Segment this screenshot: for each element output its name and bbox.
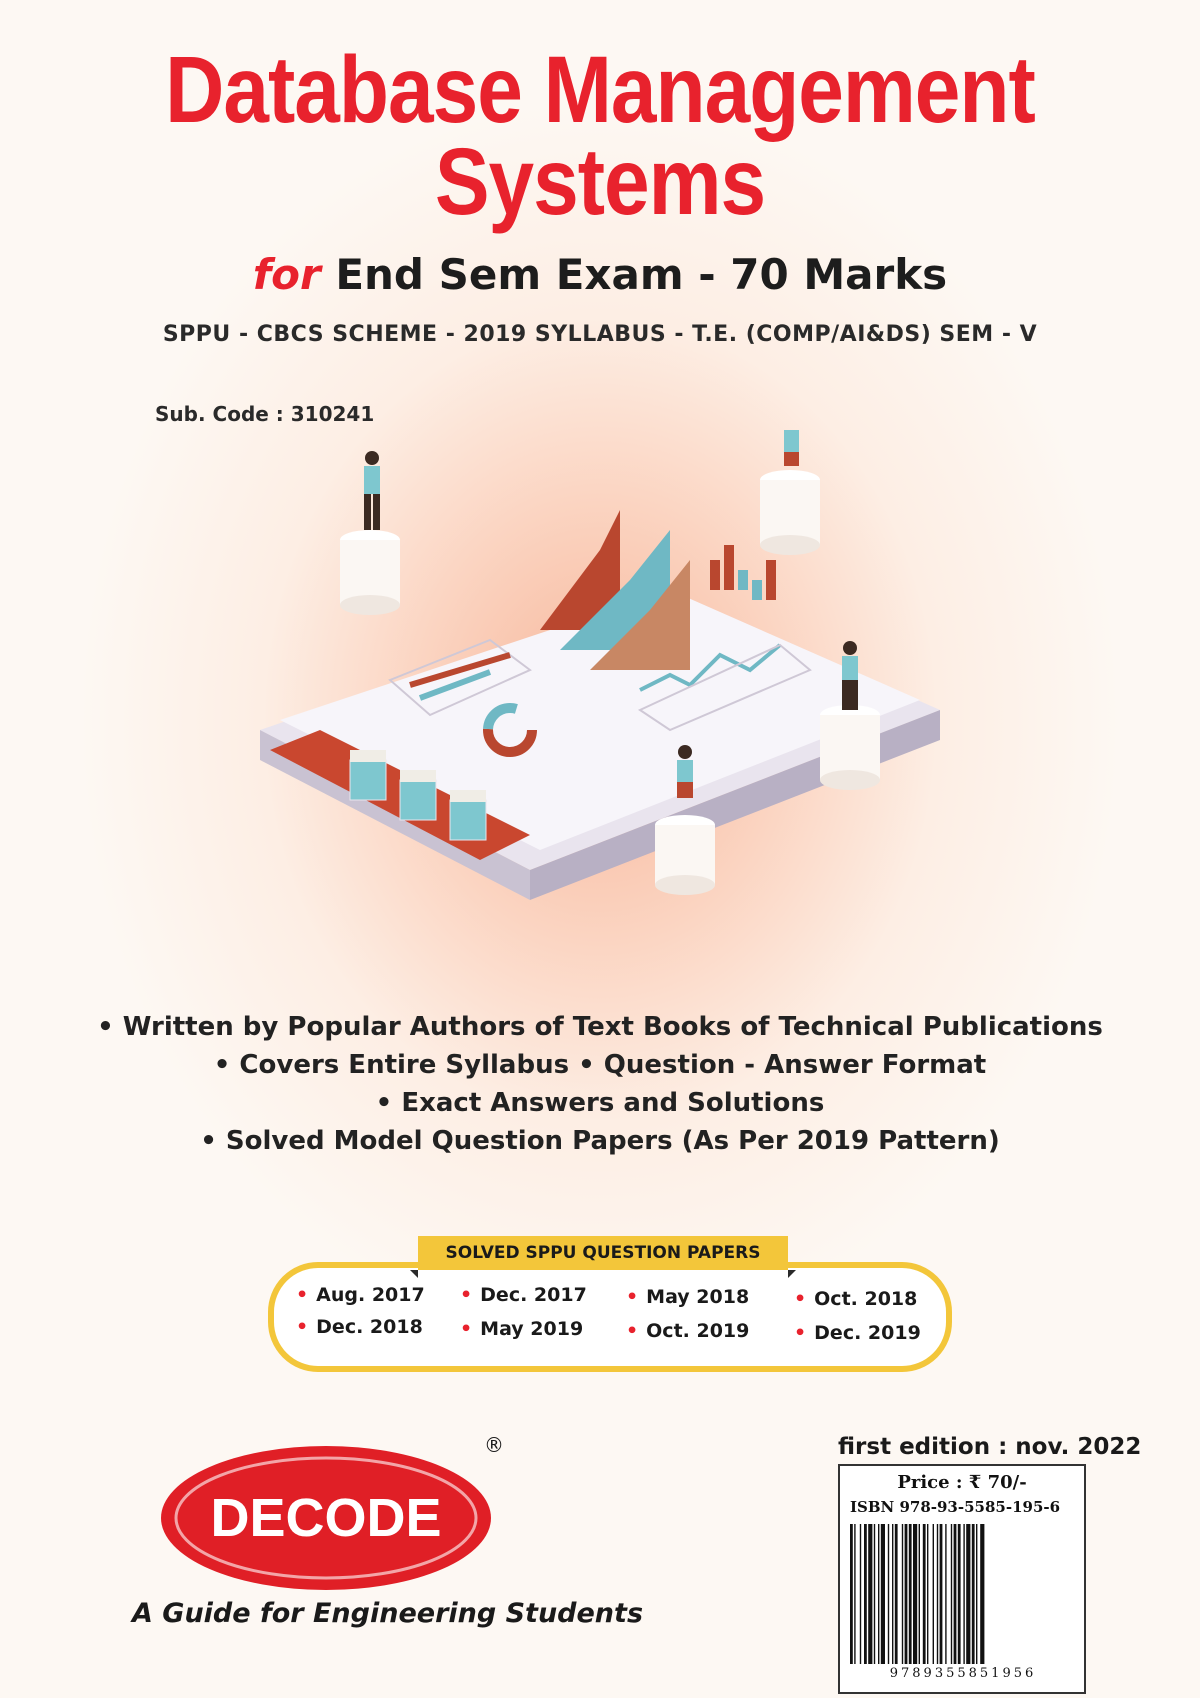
barcode-bar — [892, 1524, 893, 1664]
paper-item: • Dec. 2019 — [794, 1322, 921, 1344]
barcode-bar — [980, 1524, 984, 1664]
barcode-bar — [927, 1524, 928, 1664]
feature-item: • Exact Answers and Solutions — [375, 1088, 825, 1118]
barcode-bar — [945, 1524, 946, 1664]
paper-item: • May 2018 — [626, 1286, 750, 1308]
brand-name: DECODE — [210, 1488, 442, 1548]
barcode-icon — [850, 1524, 1076, 1664]
analytics-illustration — [240, 430, 960, 990]
barcode-bar — [951, 1524, 952, 1664]
barcode-bar — [940, 1524, 943, 1664]
barcode-bar — [895, 1524, 898, 1664]
registered-mark: ® — [484, 1433, 504, 1457]
exam-subtitle — [0, 250, 1200, 299]
person-icon — [340, 451, 400, 615]
barcode-bar — [902, 1524, 903, 1664]
isbn-label: ISBN 978-93-5585-195-6 — [850, 1498, 1061, 1516]
paper-item: • Dec. 2017 — [460, 1284, 587, 1306]
barcode-bar — [878, 1524, 879, 1664]
person-icon — [760, 430, 820, 555]
barcode-bar — [958, 1524, 961, 1664]
feature-item: • Covers Entire Syllabus • Question - Answer Format — [213, 1050, 987, 1080]
brand-tagline: A Guide for Engineering Students — [132, 1598, 644, 1629]
barcode-bar — [905, 1524, 908, 1664]
paper-item: • Oct. 2018 — [794, 1288, 918, 1310]
paper-item: • Oct. 2019 — [626, 1320, 750, 1342]
question-papers-title: SOLVED SPPU QUESTION PAPERS — [418, 1236, 788, 1270]
barcode-bar — [972, 1524, 975, 1664]
barcode-bar — [854, 1524, 855, 1664]
barcode-bar — [850, 1524, 853, 1664]
decode-logo — [156, 1430, 506, 1600]
barcode-bar — [868, 1524, 872, 1664]
barcode-bar — [881, 1524, 885, 1664]
syllabus-scheme: SPPU - CBCS SCHEME - 2019 SYLLABUS - T.E. (COMP/AI&DS) SEM - V — [162, 322, 1038, 347]
book-title-line1: Database Management — [165, 38, 1035, 143]
barcode-bar — [864, 1524, 867, 1664]
feature-list — [0, 1008, 1200, 1160]
barcode-bar — [919, 1524, 920, 1664]
paper-item: • Dec. 2018 — [296, 1316, 423, 1338]
feature-item: • Solved Model Question Papers (As Per 2019 Pattern) — [200, 1126, 1000, 1156]
barcode-bar — [874, 1524, 875, 1664]
barcode-bar — [937, 1524, 938, 1664]
feature-item: • Written by Popular Authors of Text Books of Technical Publications — [97, 1012, 1103, 1042]
paper-item: • May 2019 — [460, 1318, 584, 1340]
edition-label: first edition : nov. 2022 — [838, 1434, 1142, 1460]
price-label: Price : ₹ 70/- — [897, 1472, 1027, 1493]
barcode-bar — [966, 1524, 970, 1664]
barcode-bar — [923, 1524, 926, 1664]
barcode-bar — [933, 1524, 934, 1664]
barcode-digits: 9789355851956 — [889, 1666, 1037, 1681]
barcode-bar — [976, 1524, 977, 1664]
paper-item: • Aug. 2017 — [296, 1284, 425, 1306]
barcode-bar — [963, 1524, 964, 1664]
subtitle-for: for — [252, 250, 321, 299]
barcode-bar — [860, 1524, 861, 1664]
barcode-bar — [913, 1524, 917, 1664]
barcode-bar — [954, 1524, 957, 1664]
subject-code: Sub. Code : 310241 — [155, 402, 375, 426]
barcode-bar — [909, 1524, 912, 1664]
subtitle-text: End Sem Exam - 70 Marks — [335, 250, 948, 299]
price-isbn-box — [838, 1464, 1086, 1694]
barcode-bar — [888, 1524, 889, 1664]
book-title-line2: Systems — [434, 130, 766, 235]
